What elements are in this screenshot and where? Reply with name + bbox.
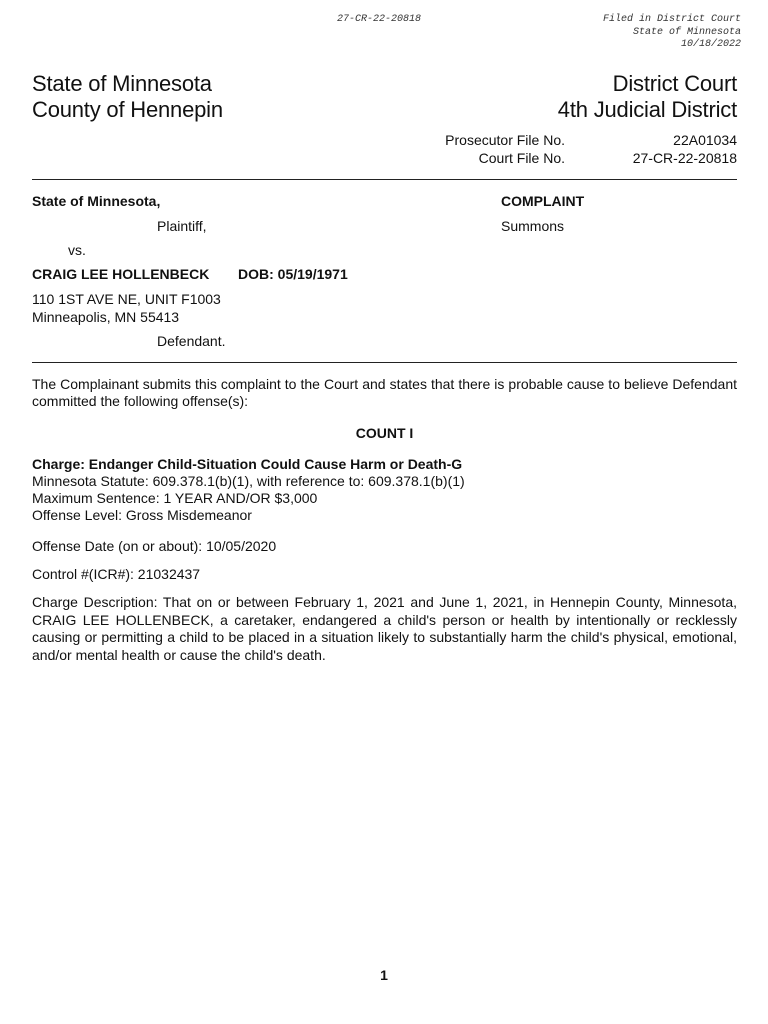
defendant-dob: DOB: 05/19/1971 <box>238 266 348 282</box>
page-number: 1 <box>380 967 388 983</box>
charge-details <box>32 473 465 524</box>
plaintiff-label: Plaintiff, <box>157 218 207 234</box>
filed-line-2: State of Minnesota <box>632 26 741 38</box>
offense-level-line: Offense Level: Gross Misdemeanor <box>32 507 252 523</box>
intro-paragraph: The Complainant submits this complaint to the Court and states that there is probable cause to believe Defendant committed the following offense(s): <box>32 376 737 409</box>
document-type: COMPLAINT <box>501 193 585 209</box>
header-case-number: 27-CR-22-20818 <box>337 14 422 25</box>
court-name: District Court <box>612 71 737 96</box>
charge-title: Charge: Endanger Child-Situation Could Cause Harm or Death-G <box>32 456 463 472</box>
court-file-value: 27-CR-22-20818 <box>632 150 737 166</box>
control-number: Control #(ICR#): 21032437 <box>32 566 201 582</box>
filing-stamp <box>540 14 741 52</box>
prosecutor-file-value: 22A01034 <box>673 132 737 148</box>
charge-description: Charge Description: That on or between February 1, 2021 and June 1, 2021, in Hennepin County, Minnesota, CRAIG LEE HOLLENBECK, a caretaker, endangered a child's person or health by intentionally or recklessly causing or permitting a child to be placed in a situation likely to substantially harm the child's physical, emotional, and/or mental health or cause the child's death. <box>32 594 737 663</box>
defendant-label: Defendant. <box>157 333 226 349</box>
court-district: 4th Judicial District <box>557 97 737 122</box>
defendant-name: CRAIG LEE HOLLENBECK <box>32 266 210 282</box>
versus-label: vs. <box>68 242 86 258</box>
court-state: State of Minnesota <box>32 71 212 96</box>
plaintiff-name: State of Minnesota, <box>32 193 161 209</box>
document-subtype: Summons <box>501 218 565 234</box>
filed-date: 10/18/2022 <box>680 39 741 50</box>
max-sentence-line: Maximum Sentence: 1 YEAR AND/OR $3,000 <box>32 490 318 506</box>
defendant-address-line-1: 110 1ST AVE NE, UNIT F1003 <box>32 291 221 307</box>
court-file-label: Court File No. <box>478 150 565 166</box>
defendant-address-line-2: Minneapolis, MN 55413 <box>32 309 180 325</box>
statute-line: Minnesota Statute: 609.378.1(b)(1), with reference to: 609.378.1(b)(1) <box>32 473 465 489</box>
count-title: COUNT I <box>355 425 414 441</box>
prosecutor-file-label: Prosecutor File No. <box>445 132 565 148</box>
divider-bottom <box>32 362 737 363</box>
court-county: County of Hennepin <box>32 97 223 122</box>
divider-top <box>32 179 737 180</box>
offense-date: Offense Date (on or about): 10/05/2020 <box>32 538 277 554</box>
filed-line-1: Filed in District Court <box>602 14 741 25</box>
